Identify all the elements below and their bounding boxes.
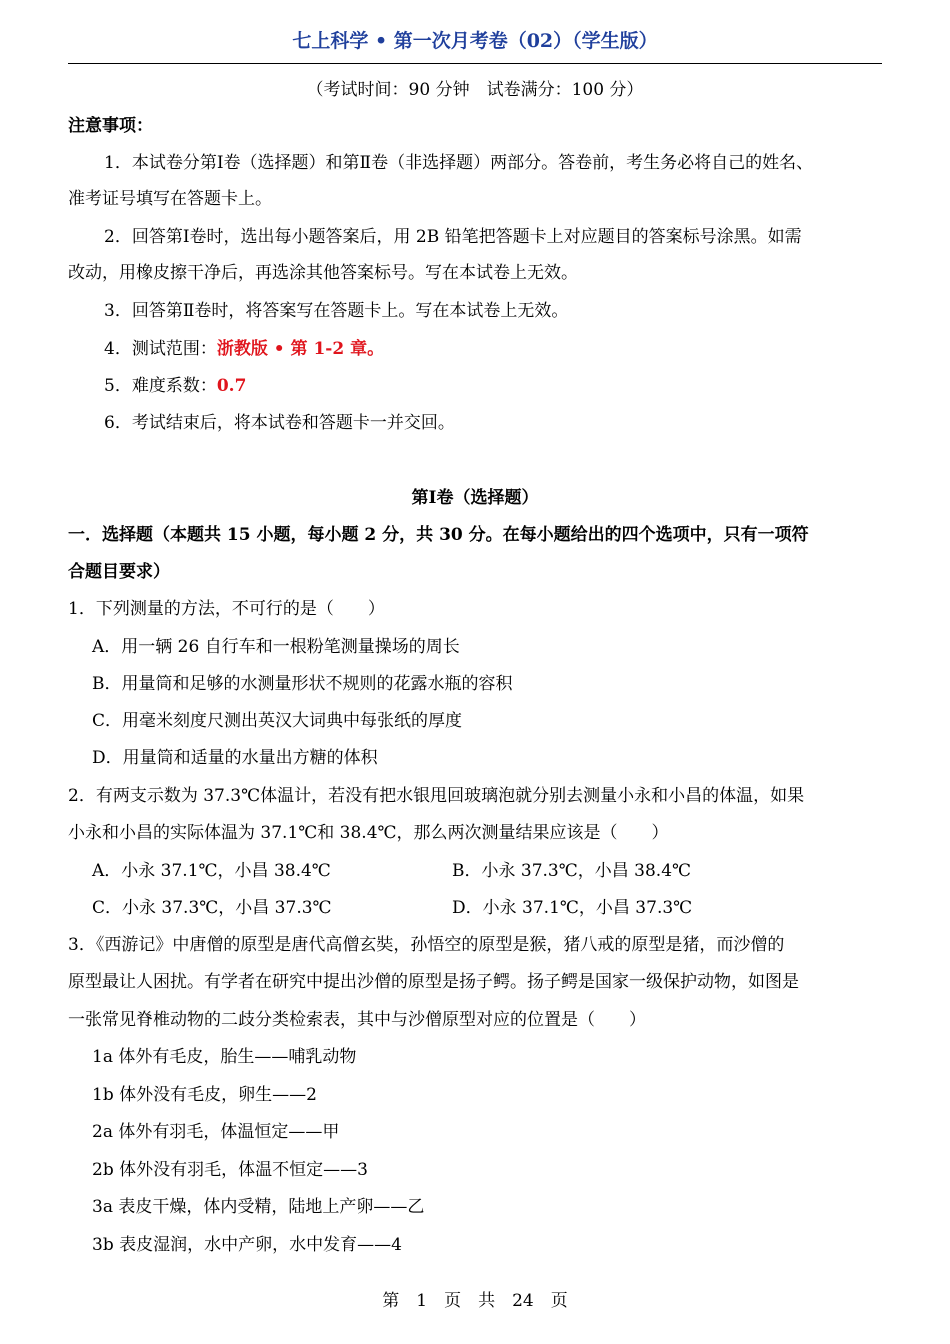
key-item-1b: 1b 体外没有毛皮，卵生——2 (92, 1085, 317, 1105)
section-heading-cont: 合题目要求） (68, 562, 170, 582)
test-scope-value: 浙教版 • 第 1-2 章。 (216, 339, 385, 359)
question-2-stem-cont: 小永和小昌的实际体温为 37.1℃和 38.4℃，那么两次测量结果应该是（ ） (68, 823, 669, 843)
notice-heading: 注意事项： (68, 116, 153, 136)
key-item-3a: 3a 表皮干燥，体内受精，陆地上产卵——乙 (92, 1197, 425, 1217)
question-2-option-d: D．小永 37.1℃，小昌 37.3℃ (452, 898, 693, 918)
test-scope-label: 4．测试范围： (104, 339, 217, 359)
question-1-stem: 1．下列测量的方法，不可行的是（ ） (68, 599, 385, 619)
key-item-1a: 1a 体外有毛皮，胎生——哺乳动物 (92, 1047, 357, 1067)
question-3-stem-cont-2: 一张常见脊椎动物的二歧分类检索表，其中与沙僧原型对应的位置是（ ） (68, 1010, 646, 1030)
question-1-option-a: A．用一辆 26 自行车和一根粉笔测量操场的周长 (92, 637, 460, 657)
question-2-stem: 2．有两支示数为 37.3℃体温计，若没有把水银甩回玻璃泡就分别去测量小永和小昌的体温，如果 (68, 786, 805, 806)
question-2-option-a: A．小永 37.1℃，小昌 38.4℃ (92, 861, 331, 881)
header-divider (68, 63, 882, 64)
notice-item-5 (104, 374, 246, 398)
notice-item-1: 1．本试卷分第Ⅰ卷（选择题）和第Ⅱ卷（非选择题）两部分。答卷前，考生务必将自己的姓名、 (104, 153, 814, 173)
section-heading: 一．选择题（本题共 15 小题，每小题 2 分，共 30 分。在每小题给出的四个选项中，只有一项符 (68, 525, 809, 545)
page-number: 第 1 页 共 24 页 (382, 1291, 568, 1311)
question-3-stem: 3．《西游记》中唐僧的原型是唐代高僧玄奘，孙悟空的原型是猴，猪八戒的原型是猪，而沙僧的 (68, 935, 785, 955)
notice-item-4 (104, 337, 384, 361)
question-2-option-c: C．小永 37.3℃，小昌 37.3℃ (92, 898, 332, 918)
question-1-option-c: C．用毫米刻度尺测出英汉大词典中每张纸的厚度 (92, 711, 463, 731)
question-1-option-b: B．用量筒和足够的水测量形状不规则的花露水瓶的容积 (92, 674, 513, 694)
notice-item-2-cont: 改动，用橡皮擦干净后，再选涂其他答案标号。写在本试卷上无效。 (68, 263, 578, 283)
notice-item-1-cont: 准考证号填写在答题卡上。 (68, 189, 272, 209)
question-2-option-b: B．小永 37.3℃，小昌 38.4℃ (452, 861, 692, 881)
question-3-stem-cont-1: 原型最让人困扰。有学者在研究中提出沙僧的原型是扬子鳄。扬子鳄是国家一级保护动物，如图是 (68, 972, 799, 992)
notice-item-3: 3．回答第Ⅱ卷时，将答案写在答题卡上。写在本试卷上无效。 (104, 301, 569, 321)
notice-item-2: 2．回答第Ⅰ卷时，选出每小题答案后，用 2B 铅笔把答题卡上对应题目的答案标号涂黑。如需 (104, 227, 802, 247)
key-item-3b: 3b 表皮湿润，水中产卵，水中发育——4 (92, 1235, 402, 1255)
exam-info: （考试时间：90 分钟 试卷满分：100 分） (306, 80, 644, 100)
difficulty-value: 0.7 (216, 376, 247, 396)
section-title: 第Ⅰ卷（选择题） (411, 488, 539, 508)
key-item-2b: 2b 体外没有羽毛，体温不恒定——3 (92, 1160, 368, 1180)
key-item-2a: 2a 体外有羽毛，体温恒定——甲 (92, 1122, 340, 1142)
difficulty-label: 5．难度系数： (104, 376, 217, 396)
question-1-option-d: D．用量筒和适量的水量出方糖的体积 (92, 748, 378, 768)
notice-item-6: 6．考试结束后，将本试卷和答题卡一并交回。 (104, 413, 455, 433)
page-header-title: 七上科学 • 第一次月考卷（02）（学生版） (292, 30, 658, 52)
